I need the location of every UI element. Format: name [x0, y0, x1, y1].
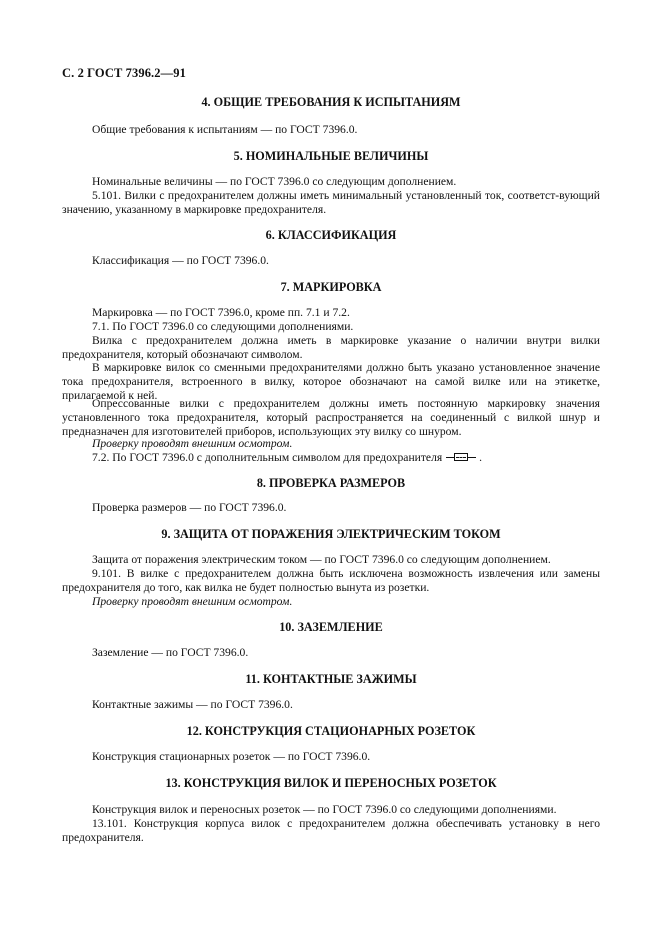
section-4-heading: 4. ОБЩИЕ ТРЕБОВАНИЯ К ИСПЫТАНИЯМ [201, 95, 461, 109]
section-12-text: Конструкция стационарных розеток — по ГОСТ 7396.0. [92, 750, 371, 763]
clause-7-1: 7.1. По ГОСТ 7396.0 со следующими дополнениями. [92, 320, 354, 333]
clause-5-101: 5.101. Вилки с предохранителем должны иметь минимальный установленный ток, соответст-вующий значению, указанному в маркировке предохранителя. [62, 189, 600, 216]
clause-7-2-text: 7.2. По ГОСТ 7396.0 с дополнительным символом для предохранителя [92, 451, 443, 464]
section-13-heading: 13. КОНСТРУКЦИЯ ВИЛОК И ПЕРЕНОСНЫХ РОЗЕТОК [165, 776, 497, 790]
clause-7-2 [62, 451, 600, 465]
section-7-heading: 7. МАРКИРОВКА [280, 280, 382, 294]
section-7-text: Маркировка — по ГОСТ 7396.0, кроме пп. 7.1 и 7.2. [92, 306, 350, 319]
page-header: С. 2 ГОСТ 7396.2—91 [62, 66, 186, 80]
section-5-heading: 5. НОМИНАЛЬНЫЕ ВЕЛИЧИНЫ [233, 149, 429, 163]
clause-9-101: 9.101. В вилке с предохранителем должна быть исключена возможность извлечения или замены предохранителя до того, как вилка не будет полностью вынута из розетки. [62, 567, 600, 594]
clause-7-1-replaceable-fuse: В маркировке вилок со сменными предохранителями должно быть указано установленное значение тока предохранителя, встроенного в вилку, которое обозначают на самой вилке или на этикетке, прилагаемой к ней. [62, 361, 600, 402]
clause-7-1-fuse-indication: Вилка с предохранителем должна иметь в маркировке указание о наличии внутри вилки предохранителя, который обозначают символом. [62, 334, 600, 361]
section-4-text: Общие требования к испытаниям — по ГОСТ 7396.0. [92, 123, 358, 136]
section-6-heading: 6. КЛАССИФИКАЦИЯ [265, 228, 397, 242]
section-5-text: Номинальные величины — по ГОСТ 7396.0 со следующим дополнением. [92, 175, 457, 188]
section-9-text: Защита от поражения электрическим током — по ГОСТ 7396.0 со следующим дополнением. [92, 553, 551, 566]
section-8-heading: 8. ПРОВЕРКА РАЗМЕРОВ [256, 476, 406, 490]
clause-7-1-molded-plug: Опрессованные вилки с предохранителем должны иметь постоянную маркировку значения установленного тока предохранителя, который распространяется на соединенный с вилкой шнур и предназначен для изготовителей приборов, использующих эту вилку со шнуром. [62, 397, 600, 438]
section-12-heading: 12. КОНСТРУКЦИЯ СТАЦИОНАРНЫХ РОЗЕТОК [186, 724, 476, 738]
section-6-text: Классификация — по ГОСТ 7396.0. [92, 254, 269, 267]
clause-7-1-check-note: Проверку проводят внешним осмотром. [92, 437, 293, 450]
section-10-text: Заземление — по ГОСТ 7396.0. [92, 646, 249, 659]
section-9-heading: 9. ЗАЩИТА ОТ ПОРАЖЕНИЯ ЭЛЕКТРИЧЕСКИМ ТОКОМ [161, 527, 501, 541]
section-13-text: Конструкция вилок и переносных розеток — по ГОСТ 7396.0 со следующими дополнениями. [92, 803, 557, 816]
clause-7-2-period: . [479, 451, 483, 464]
section-10-heading: 10. ЗАЗЕМЛЕНИЕ [279, 620, 383, 634]
section-11-text: Контактные зажимы — по ГОСТ 7396.0. [92, 698, 293, 711]
fuse-symbol-icon [446, 452, 476, 462]
section-11-heading: 11. КОНТАКТНЫЕ ЗАЖИМЫ [245, 672, 417, 686]
section-8-text: Проверка размеров — по ГОСТ 7396.0. [92, 501, 287, 514]
clause-13-101: 13.101. Конструкция корпуса вилок с предохранителем должна обеспечивать установку в него предохранителя. [62, 817, 600, 844]
clause-9-101-check-note: Проверку проводят внешним осмотром. [92, 595, 293, 608]
